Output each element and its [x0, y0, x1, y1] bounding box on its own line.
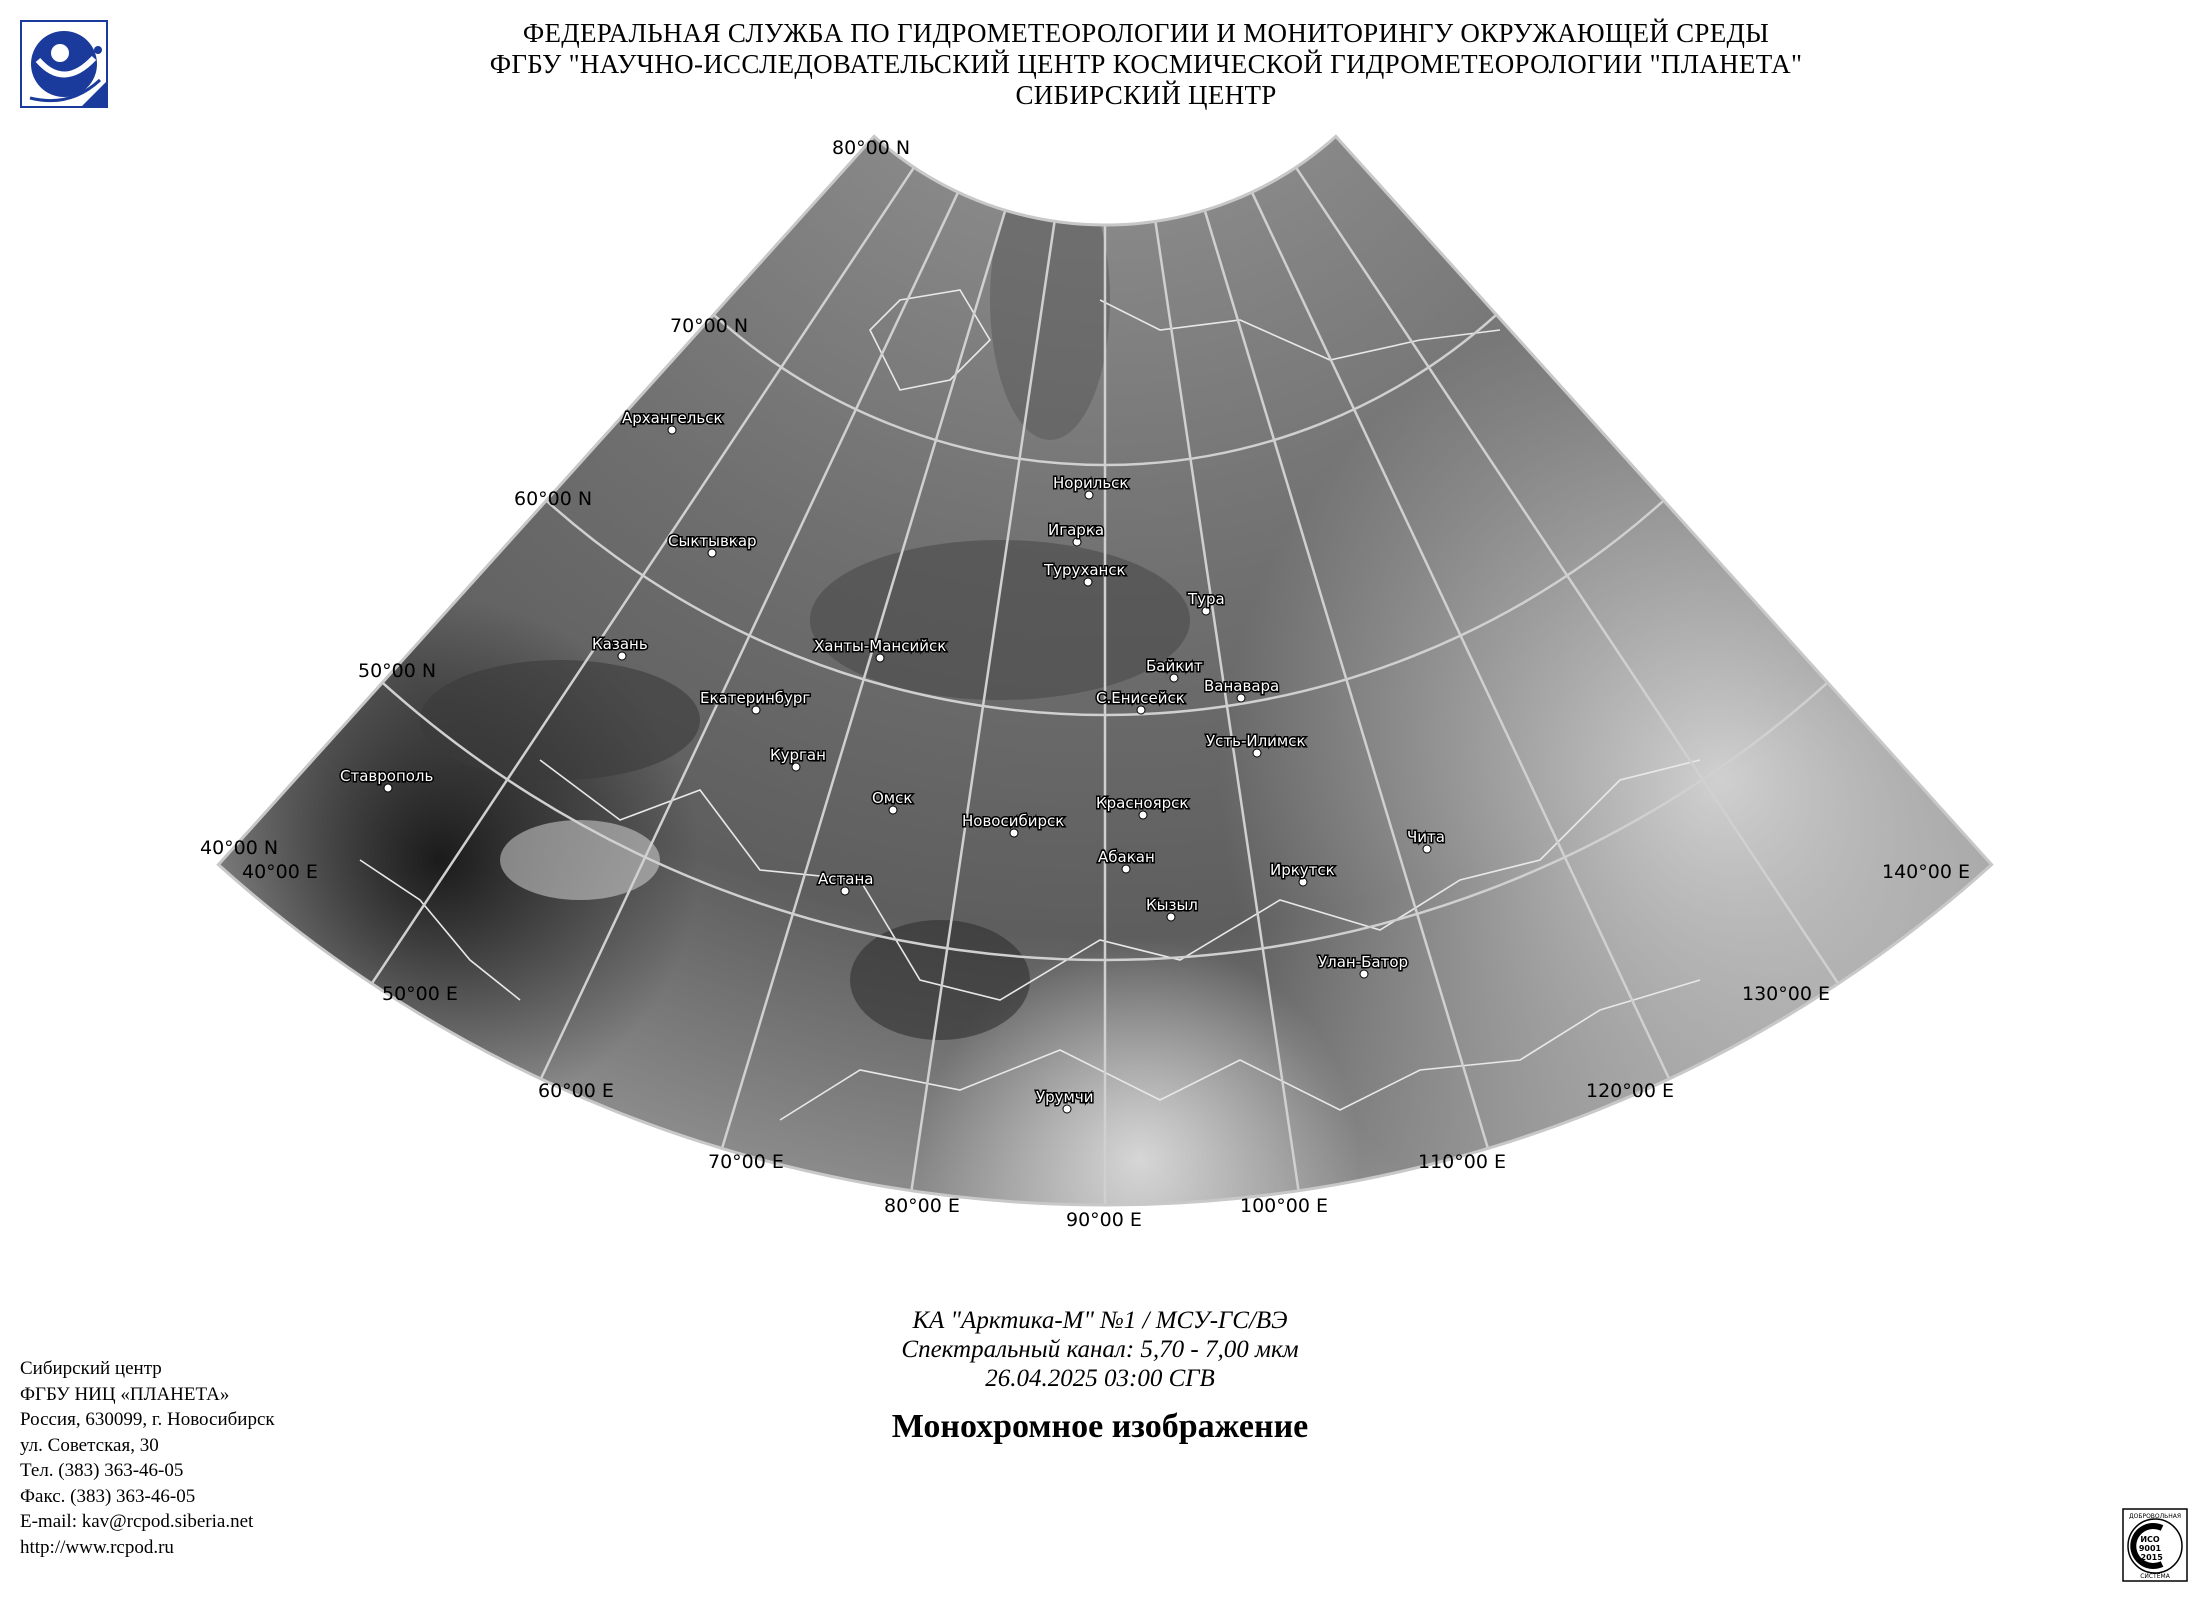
- address-line-5: Тел. (383) 363-46-05: [20, 1460, 184, 1481]
- svg-text:Байкит: Байкит: [1146, 657, 1203, 675]
- svg-text:-2015: -2015: [2137, 1553, 2163, 1562]
- svg-text:Абакан: Абакан: [1098, 848, 1155, 866]
- address-line-3: Россия, 630099, г. Новосибирск: [20, 1409, 275, 1430]
- header-line-2: ФГБУ "НАУЧНО-ИССЛЕДОВАТЕЛЬСКИЙ ЦЕНТР КОСМИЧЕСКОЙ ГИДРОМЕТЕОРОЛОГИИ "ПЛАНЕТА": [489, 49, 1803, 79]
- lon-label-110: 110°00 E: [1418, 1151, 1506, 1173]
- svg-text:Кызыл: Кызыл: [1146, 896, 1198, 914]
- lon-label-50: 50°00 E: [382, 983, 458, 1005]
- lon-label-90: 90°00 E: [1066, 1209, 1142, 1231]
- address-website: http://www.rcpod.ru: [20, 1536, 174, 1558]
- svg-text:Астана: Астана: [818, 870, 874, 888]
- caption: [0, 1306, 2200, 1393]
- caption-datetime: 26.04.2025 03:00 СГВ: [985, 1365, 1215, 1392]
- svg-text:9001: 9001: [2138, 1544, 2162, 1553]
- header-line-3: СИБИРСКИЙ ЦЕНТР: [1015, 80, 1277, 110]
- svg-text:Ставрополь: Ставрополь: [340, 767, 434, 785]
- svg-text:ИСО: ИСО: [2140, 1535, 2160, 1544]
- lon-label-100: 100°00 E: [1240, 1195, 1328, 1217]
- lat-label-70: 70°00 N: [670, 315, 749, 337]
- svg-text:Ванавара: Ванавара: [1204, 677, 1280, 695]
- header-line-1: ФЕДЕРАЛЬНАЯ СЛУЖБА ПО ГИДРОМЕТЕОРОЛОГИИ И МОНИТОРИНГУ ОКРУЖАЮЩЕЙ СРЕДЫ: [522, 18, 1770, 48]
- address-line-1: Сибирский центр: [20, 1358, 162, 1379]
- svg-text:Улан-Батор: Улан-Батор: [1318, 953, 1409, 971]
- svg-text:Туруханск: Туруханск: [1044, 561, 1126, 579]
- svg-text:Казань: Казань: [592, 635, 648, 653]
- svg-text:Тура: Тура: [1188, 590, 1225, 608]
- lon-label-40: 40°00 E: [242, 861, 318, 883]
- address-email: E-mail: kav@rcpod.siberia.net: [20, 1511, 254, 1532]
- svg-text:ДОБРОВОЛЬНАЯ: ДОБРОВОЛЬНАЯ: [2128, 1513, 2182, 1520]
- product-title: Монохромное изображение: [891, 1408, 1309, 1445]
- lon-label-130: 130°00 E: [1742, 983, 1830, 1005]
- address-block: [20, 1356, 275, 1560]
- svg-text:СИСТЕМА: СИСТЕМА: [2140, 1573, 2170, 1580]
- svg-text:Омск: Омск: [872, 789, 913, 807]
- address-line-2: ФГБУ НИЦ «ПЛАНЕТА»: [20, 1383, 230, 1405]
- lon-label-70: 70°00 E: [708, 1151, 784, 1173]
- svg-text:Курган: Курган: [770, 746, 826, 764]
- svg-text:Норильск: Норильск: [1053, 474, 1129, 492]
- lon-label-140: 140°00 E: [1882, 861, 1970, 883]
- lat-label-50: 50°00 N: [358, 660, 437, 682]
- svg-text:Игарка: Игарка: [1048, 521, 1105, 539]
- svg-text:Архангельск: Архангельск: [622, 409, 723, 427]
- lat-label-80: 80°00 N: [832, 137, 911, 159]
- iso-certification-badge: [2122, 1508, 2188, 1582]
- lat-label-60: 60°00 N: [514, 488, 593, 510]
- svg-text:Новосибирск: Новосибирск: [962, 812, 1065, 830]
- svg-text:Красноярск: Красноярск: [1096, 794, 1189, 812]
- lon-label-80: 80°00 E: [884, 1195, 960, 1217]
- svg-text:С.Енисейск: С.Енисейск: [1096, 689, 1185, 707]
- svg-text:Урумчи: Урумчи: [1036, 1088, 1094, 1106]
- address-line-6: Факс. (383) 363-46-05: [20, 1485, 196, 1507]
- caption-satellite: КА "Арктика-М" №1 / МСУ-ГС/ВЭ: [912, 1307, 1288, 1334]
- svg-text:Иркутск: Иркутск: [1270, 861, 1335, 879]
- address-line-4: ул. Советская, 30: [20, 1434, 159, 1456]
- lon-label-120: 120°00 E: [1586, 1080, 1674, 1102]
- svg-text:Усть-Илимск: Усть-Илимск: [1206, 732, 1306, 750]
- svg-text:Ханты-Мансийск: Ханты-Мансийск: [814, 637, 947, 655]
- svg-text:Сыктывкар: Сыктывкар: [668, 532, 757, 550]
- lon-label-60: 60°00 E: [538, 1080, 614, 1102]
- svg-text:Чита: Чита: [1407, 828, 1445, 846]
- caption-channel: Спектральный канал: 5,70 - 7,00 мкм: [901, 1336, 1299, 1363]
- lat-label-40: 40°00 N: [200, 837, 279, 859]
- svg-text:Екатеринбург: Екатеринбург: [700, 689, 811, 707]
